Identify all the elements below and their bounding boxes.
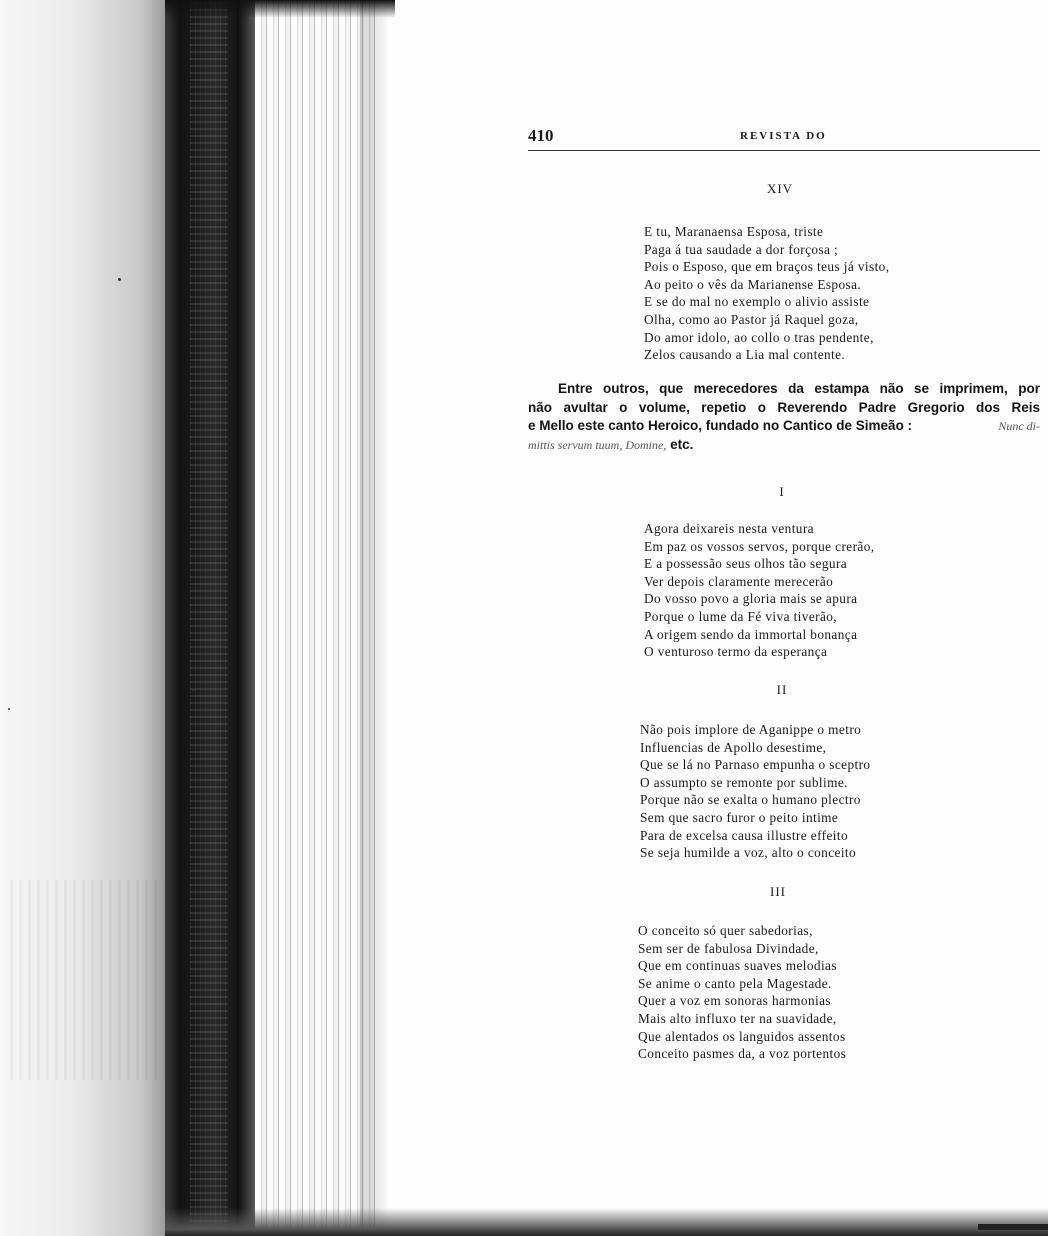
verse-line: Pois o Esposo, que em braços teus já visto, xyxy=(644,259,890,275)
prose-text: etc. xyxy=(670,436,694,452)
stanza-i xyxy=(644,520,875,661)
spine-edge xyxy=(237,0,255,1236)
verse-line: Influencias de Apollo desestime, xyxy=(640,739,827,755)
verse-line: Não pois implore de Aganippe o metro xyxy=(640,722,862,737)
verse-line: Para de excelsa causa illustre effeito xyxy=(640,827,849,843)
prose-line xyxy=(528,436,1040,455)
scan-speck xyxy=(192,688,195,691)
verse-line: Paga á tua saudade a dor forçosa ; xyxy=(644,241,839,257)
verse-line: O assumpto se remonte por sublime. xyxy=(640,774,848,790)
verse-line: Mais alto influxo ter na suavidade, xyxy=(638,1010,837,1026)
scan-speck xyxy=(8,708,10,710)
running-head xyxy=(528,126,1040,148)
journal-title: REVISTA DO xyxy=(740,130,827,142)
bottom-edge-bar xyxy=(978,1224,1048,1230)
spine-pattern xyxy=(190,0,228,1236)
verse-line: Do vosso povo a gloria mais se apura xyxy=(644,591,858,607)
verse-line: Ao peito o vês da Marianense Esposa. xyxy=(644,276,862,292)
verse-line: O venturoso termo da esperança xyxy=(644,644,828,660)
stanza-ii xyxy=(640,721,870,862)
verse-line: Em paz os vossos servos, porque crerão, xyxy=(644,538,875,554)
scan-smudge xyxy=(10,880,170,1080)
bottom-shadow xyxy=(165,1208,1048,1236)
section-numeral-ii: II xyxy=(776,682,788,697)
verse-line: Que em continuas suaves melodias xyxy=(638,958,837,974)
page-edges xyxy=(255,0,375,1236)
header-rule xyxy=(528,150,1040,151)
section-numeral-i: I xyxy=(779,484,785,499)
gutter-shadow xyxy=(360,0,390,1236)
prose-line xyxy=(528,417,1040,436)
stanza-xiv xyxy=(644,223,889,364)
verse-line: Se anime o canto pela Magestade. xyxy=(638,975,832,991)
verse-line: Quer a voz em sonoras harmonias xyxy=(638,993,831,1009)
prose-paragraph xyxy=(528,380,1040,454)
verse-line: Sem que sacro furor o peito intime xyxy=(640,809,839,825)
verse-line: Sem ser de fabulosa Divindade, xyxy=(638,940,819,956)
verse-line: Porque não se exalta o humano plectro xyxy=(640,792,861,808)
prose-text: e Mello este canto Heroico, fundado no Cantico de Simeão : xyxy=(528,418,913,433)
verse-line: Do amor idolo, ao collo o tras pendente, xyxy=(644,329,874,345)
verse-line: E se do mal no exemplo o alivio assiste xyxy=(644,294,870,310)
latin-quote: Nunc di- xyxy=(998,419,1040,433)
top-shadow xyxy=(165,0,395,18)
page-number: 410 xyxy=(528,126,554,145)
prose-line: Entre outros, que merecedores da estampa não se imprimem, por xyxy=(558,381,1040,396)
verse-line: Ver depois claramente merecerão xyxy=(644,573,834,589)
verse-line: Zelos causando a Lia mal contente. xyxy=(644,347,846,363)
verse-line: Agora deixareis nesta ventura xyxy=(644,521,814,536)
prose-line: não avultar o volume, repetio o Reverendo Padre Gregorio dos Reis xyxy=(528,399,1040,415)
verse-line: Olha, como ao Pastor já Raquel goza, xyxy=(644,311,859,327)
scan-speck xyxy=(118,278,121,281)
verse-line: Porque o lume da Fé viva tiverão, xyxy=(644,608,838,624)
verse-line: Que se lá no Parnaso empunha o sceptro xyxy=(640,757,871,773)
stanza-iii xyxy=(638,922,846,1063)
verse-line: Conceito pasmes da, a voz portentos xyxy=(638,1046,847,1062)
latin-quote: mittis servum tuum, Domine, xyxy=(528,437,667,452)
verse-line: Se seja humilde a voz, alto o conceito xyxy=(640,845,857,861)
verse-line: E tu, Maranaensa Esposa, triste xyxy=(644,224,824,239)
verse-line: Que alentados os languidos assentos xyxy=(638,1028,846,1044)
verse-line: E a possessão seus olhos tão segura xyxy=(644,556,848,572)
section-numeral-iii: III xyxy=(770,884,786,899)
section-numeral-xiv: XIV xyxy=(766,181,794,196)
verse-line: O conceito só quer sabedorias, xyxy=(638,923,813,938)
verse-line: A origem sendo da immortal bonança xyxy=(644,626,858,642)
